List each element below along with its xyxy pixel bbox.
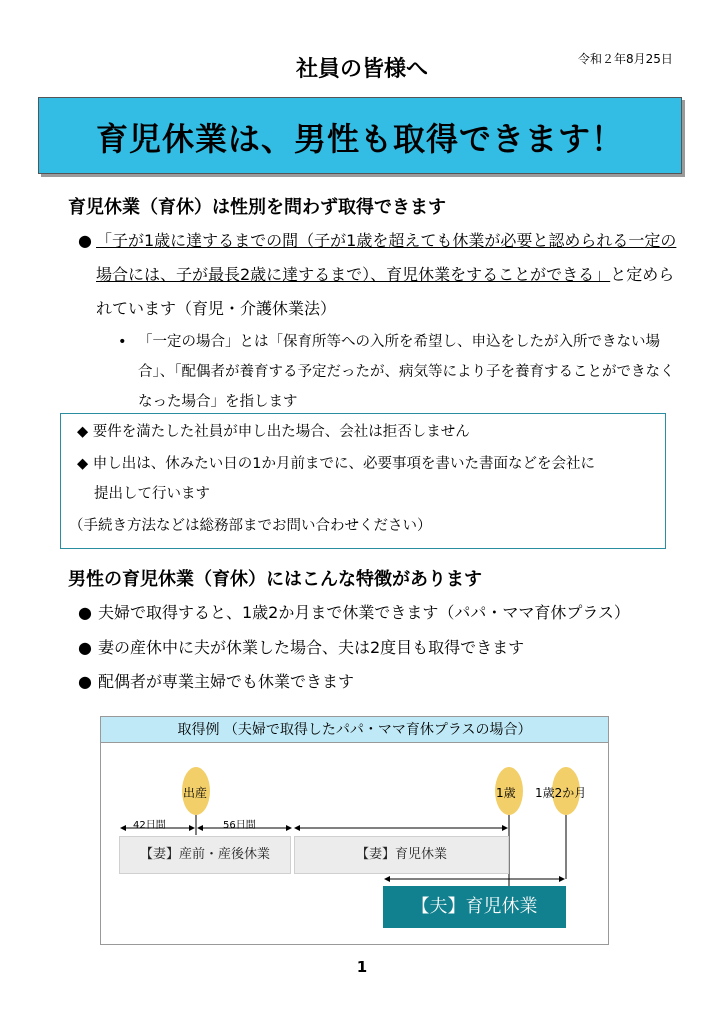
banner-title: 育児休業は、男性も取得できます！	[95, 120, 624, 158]
box-line-1: ◆ 要件を満たした社員が申し出た場合、会社は拒否しません	[77, 424, 470, 440]
bullet-dot-icon: ●	[78, 672, 92, 691]
age1-2-label: 1歳2か月	[535, 786, 587, 800]
husband-childcare-bar: 【夫】育児休業	[383, 886, 566, 928]
feature-item	[78, 669, 354, 692]
feature-text: 妻の産休中に夫が休業した場合、夫は2度目も取得できます	[98, 638, 525, 657]
box-line-3: 提出して行います	[94, 486, 210, 502]
days56-label: 56日間	[223, 820, 256, 831]
box-line-2: ◆ 申し出は、休みたい日の1か月前までに、必要事項を書いた書面などを会社に	[77, 456, 595, 472]
chart-title: 取得例 （夫婦で取得したパパ・ママ育休プラスの場合）	[101, 717, 608, 743]
title-banner	[38, 97, 682, 174]
days42-label: 42日間	[133, 820, 166, 831]
page-heading: 社員の皆様へ	[295, 57, 428, 82]
small-bullet-icon: •	[118, 334, 127, 350]
wife-childcare-bar: 【妻】育児休業	[294, 836, 509, 874]
feature-item	[78, 600, 630, 623]
section2-title: 男性の育児休業（育休）にはこんな特徴があります	[68, 569, 482, 590]
feature-item	[78, 635, 524, 658]
requirements-box	[60, 413, 666, 549]
bullet-dot-icon: ●	[78, 231, 92, 250]
law-source: と定められています（育児・介護休業法）	[96, 265, 675, 318]
law-quote: 「子が1歳に達するまでの間（子が1歳を超えても休業が必要と認められる一定の場合には、子が最長2歳に達するまで）、育児休業をすることができる」	[96, 231, 677, 284]
document-date: 令和２年8月25日	[578, 52, 673, 66]
feature-text: 配偶者が専業主婦でも休業できます	[98, 672, 355, 691]
page-number: 1	[356, 958, 368, 976]
birth-label: 出産	[183, 786, 208, 800]
box-line-4: （手続き方法などは総務部までお問い合わせください）	[69, 518, 432, 534]
section1-title: 育児休業（育休）は性別を問わず取得できます	[68, 197, 446, 218]
bullet-dot-icon: ●	[78, 638, 92, 657]
note-text: 「一定の場合」とは「保育所等への入所を希望し、申込をしたが入所できない場合」、「配偶者が養育する予定だったが、病気等により子を養育することができなくなった場合」を指します	[138, 334, 675, 410]
age1-label: 1歳	[496, 786, 516, 800]
bullet-dot-icon: ●	[78, 603, 92, 622]
leave-timeline-chart	[100, 716, 609, 945]
wife-maternity-bar: 【妻】産前・産後休業	[119, 836, 291, 874]
feature-text: 夫婦で取得すると、1歳2か月まで休業できます（パパ・ママ育休プラス）	[98, 603, 630, 622]
